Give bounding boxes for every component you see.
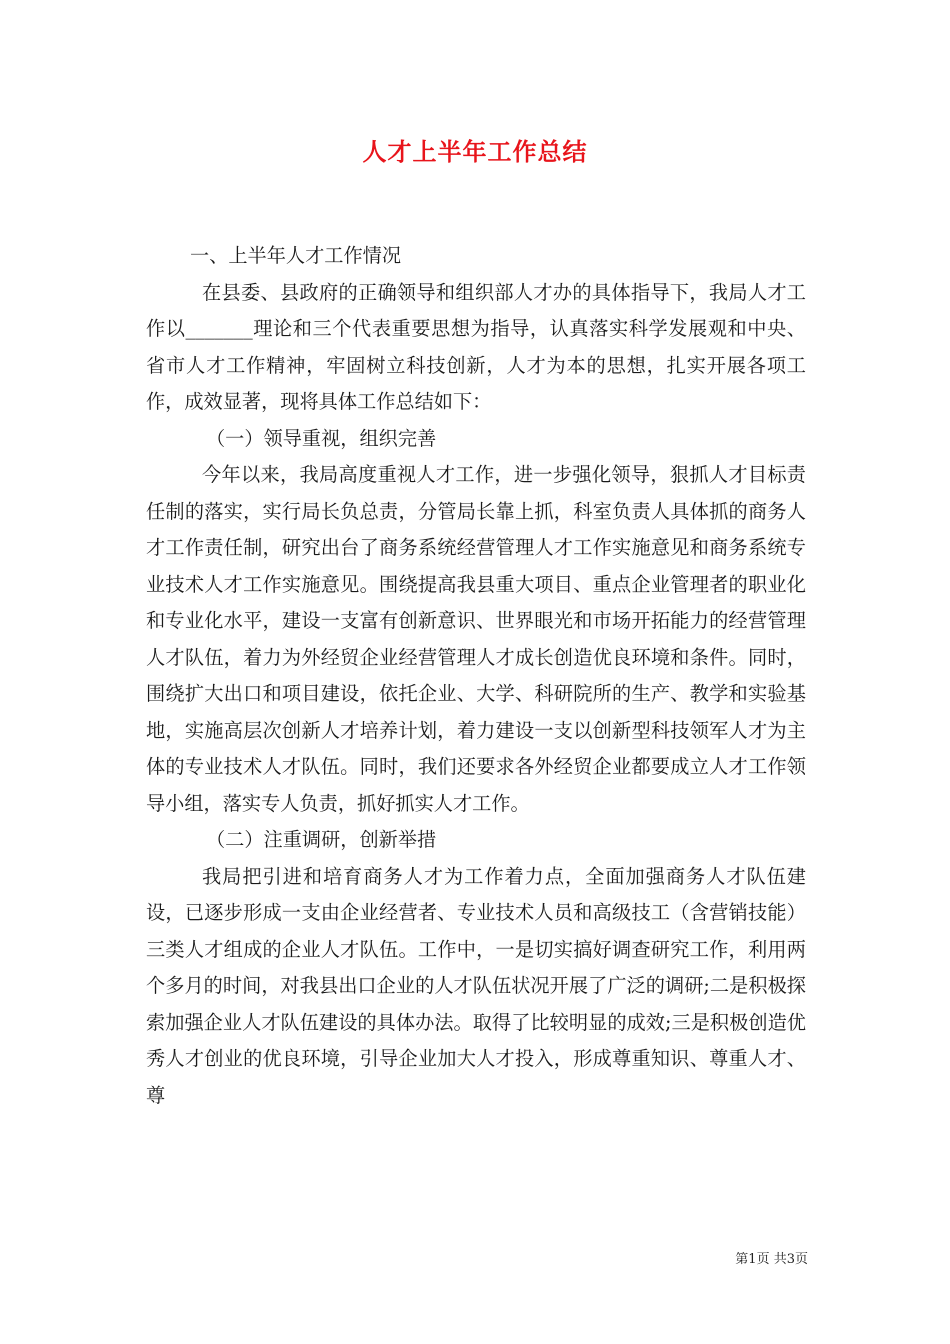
subsection-heading: （一）领导重视，组织完善 [206, 426, 437, 450]
body-paragraph: 今年以来，我局高度重视人才工作，进一步强化领导，狠抓人才目标责任制的落实，实行局长负总责，分管局长靠上抓，科室负责人具体抓的商务人才工作责任制，研究出台了商务系统经营管理人才工作实施意见和商务系统专业技术人才工作实施意见。围绕提高我县重大项目、重点企业管理者的职业化和专业化水平，建设一支富有创新意识、世界眼光和市场开拓能力的经营管理人才队伍，着力为外经贸企业经营管理人才成长创造优良环境和条件。同时，围绕扩大出口和项目建设，依托企业、大学、科研院所的生产、教学和实验基地，实施高层次创新人才培养计划，着力建设一支以创新型科技领军人才为主体的专业技术人才队伍。同时，我们还要求各外经贸企业都要成立人才工作领导小组，落实专人负责，抓好抓实人才工作。 [146, 463, 806, 815]
document-title: 人才上半年工作总结 [362, 138, 588, 166]
footer-middle: 页 共 [756, 1252, 787, 1267]
total-pages-number: 3 [786, 1252, 795, 1267]
body-paragraph: 在县委、县政府的正确领导和组织部人才办的具体指导下，我局人才工作以_______理论和三个代表重要思想为指导，认真落实科学发展观和中央、省市人才工作精神，牢固树立科技创新，人才为本的思想，扎实开展各项工作，成效显著，现将具体工作总结如下： [146, 280, 806, 413]
footer-suffix: 页 [794, 1252, 808, 1267]
page-number-footer [735, 1248, 808, 1267]
section-heading: 一、上半年人才工作情况 [190, 244, 402, 267]
current-page-number: 1 [748, 1252, 757, 1267]
document-body [146, 238, 806, 1114]
subsection-heading: （二）注重调研，创新举措 [206, 828, 437, 851]
body-paragraph: 我局把引进和培育商务人才为工作着力点，全面加强商务人才队伍建设，已逐步形成一支由企业经营者、专业技术人员和高级技工（含营销技能）三类人才组成的企业人才队伍。工作中，一是切实搞好调查研究工作，利用两个多月的时间，对我县出口企业的人才队伍状况开展了广泛的调研;二是积极探索加强企业人才队伍建设的具体办法。取得了比较明显的成效;三是积极创造优秀人才创业的优良环境，引导企业加大人才投入，形成尊重知识、尊重人才、尊 [146, 864, 806, 1107]
footer-prefix: 第 [735, 1252, 749, 1267]
